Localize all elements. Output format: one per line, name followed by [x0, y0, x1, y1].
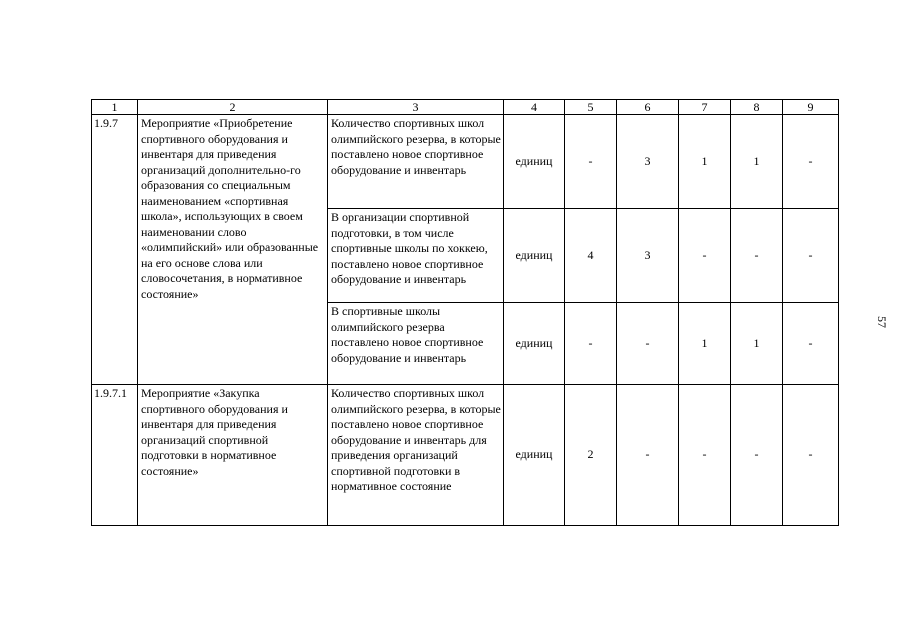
- header-cell: 7: [679, 100, 731, 115]
- table-row: [92, 385, 839, 526]
- value-cell: -: [565, 115, 617, 209]
- indicator-name: В спортивные школы олимпийского резерва поставлено новое спортивное оборудование и инвентарь: [328, 303, 504, 385]
- value-cell: -: [617, 303, 679, 385]
- measure-description: Мероприятие «Приобретение спортивного оборудования и инвентаря для приведения организаций дополнительно-го образования со специальным наименованием «спортивная школа», использующих в своем наименовании слово «олимпийский» или образованные на его основе слова или словосочетания, в нормативное состояние»: [138, 115, 328, 385]
- header-cell: 8: [731, 100, 783, 115]
- measure-description: Мероприятие «Закупка спортивного оборудования и инвентаря для приведения организаций спортивной подготовки в нормативное состояние»: [138, 385, 328, 526]
- value-cell: -: [783, 385, 839, 526]
- value-cell: -: [565, 303, 617, 385]
- item-code: 1.9.7: [92, 115, 138, 385]
- value-cell: -: [731, 385, 783, 526]
- value-cell: 1: [679, 115, 731, 209]
- page-number: 57: [875, 316, 889, 328]
- table-row: [92, 115, 839, 209]
- indicator-name: Количество спортивных школ олимпийского резерва, в которые поставлено новое спортивное оборудование и инвентарь: [328, 115, 504, 209]
- unit-cell: единиц: [504, 115, 565, 209]
- header-cell: 4: [504, 100, 565, 115]
- value-cell: -: [679, 385, 731, 526]
- document-table: [91, 99, 839, 526]
- value-cell: 1: [731, 115, 783, 209]
- header-cell: 5: [565, 100, 617, 115]
- header-cell: 6: [617, 100, 679, 115]
- value-cell: 3: [617, 115, 679, 209]
- value-cell: 1: [731, 303, 783, 385]
- value-cell: -: [783, 303, 839, 385]
- value-cell: -: [679, 209, 731, 303]
- header-cell: 2: [138, 100, 328, 115]
- value-cell: -: [783, 115, 839, 209]
- value-cell: -: [617, 385, 679, 526]
- header-row: [92, 100, 839, 115]
- header-cell: 3: [328, 100, 504, 115]
- indicator-name: В организации спортивной подготовки, в том числе спортивные школы по хоккею, поставлено новое спортивное оборудование и инвентарь: [328, 209, 504, 303]
- unit-cell: единиц: [504, 209, 565, 303]
- unit-cell: единиц: [504, 385, 565, 526]
- unit-cell: единиц: [504, 303, 565, 385]
- value-cell: -: [783, 209, 839, 303]
- value-cell: 4: [565, 209, 617, 303]
- item-code: 1.9.7.1: [92, 385, 138, 526]
- indicator-name: Количество спортивных школ олимпийского резерва, в которые поставлено новое спортивное оборудование и инвентарь для приведения организаций спортивной подготовки в нормативное состояние: [328, 385, 504, 526]
- value-cell: 2: [565, 385, 617, 526]
- header-cell: 1: [92, 100, 138, 115]
- value-cell: -: [731, 209, 783, 303]
- value-cell: 1: [679, 303, 731, 385]
- header-cell: 9: [783, 100, 839, 115]
- value-cell: 3: [617, 209, 679, 303]
